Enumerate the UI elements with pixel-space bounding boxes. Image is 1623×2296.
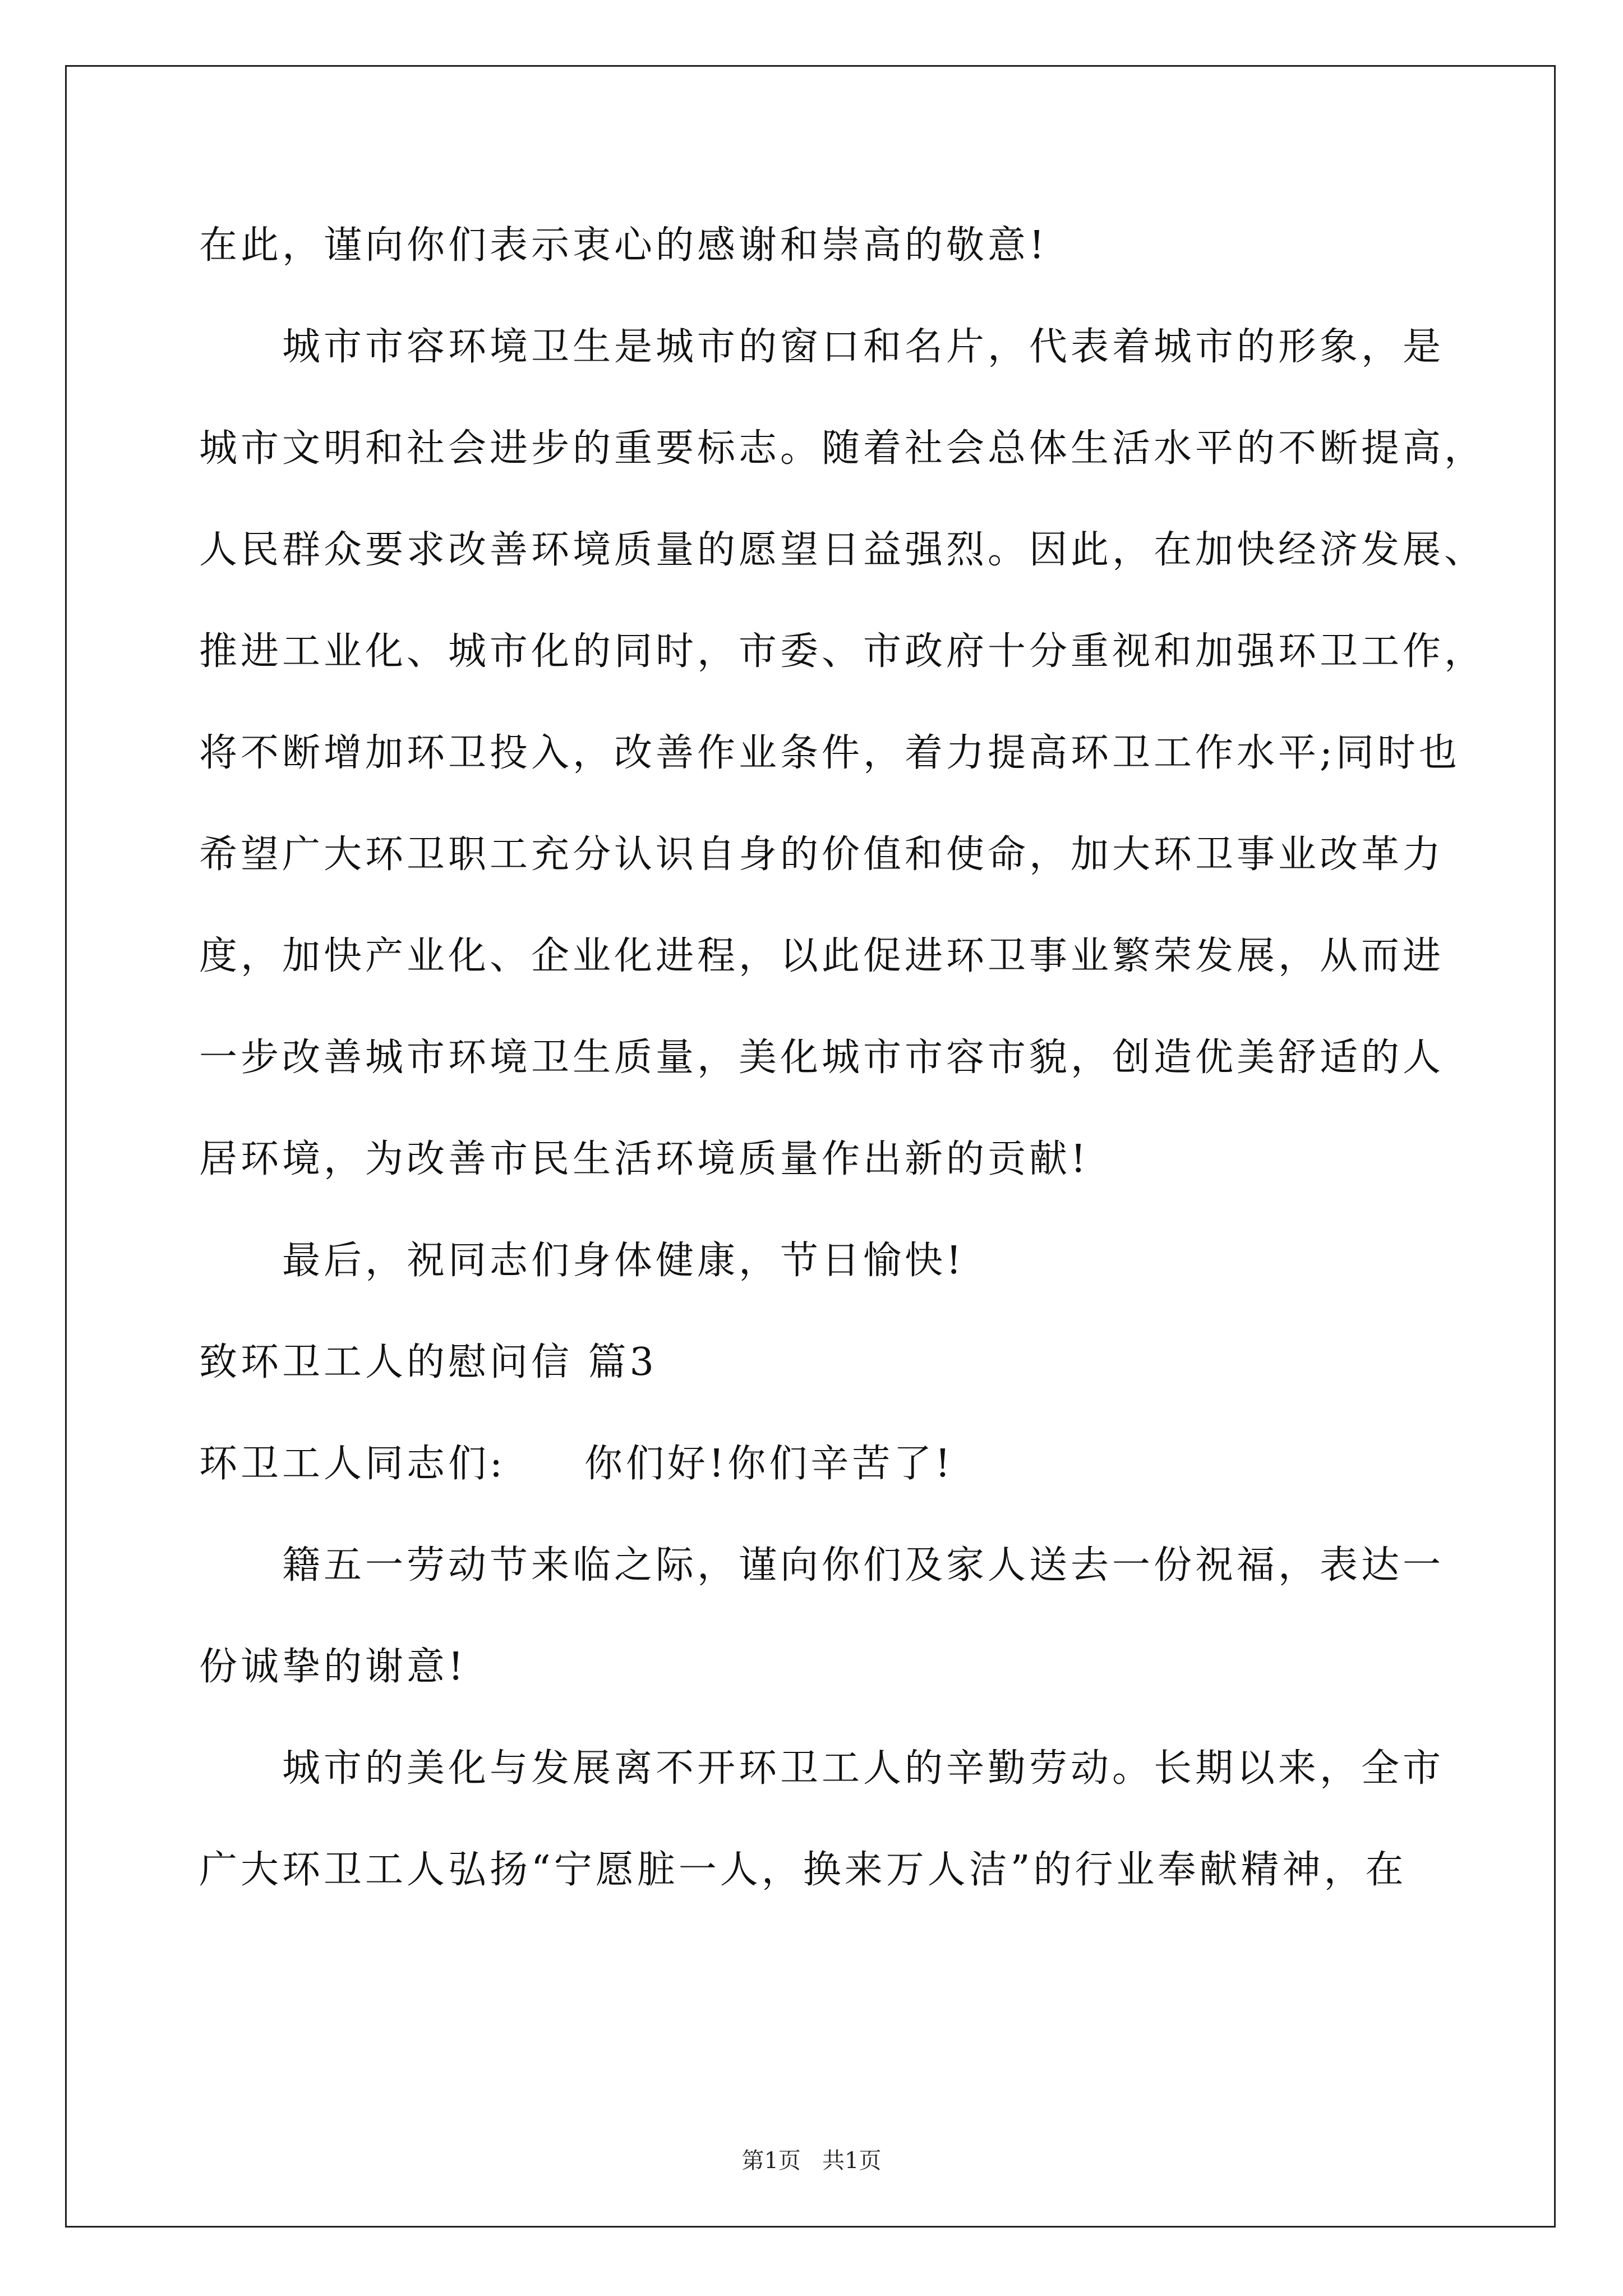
paragraph-line: 籍五一劳动节来临之际，谨向你们及家人送去一份祝福，表达一: [282, 1543, 1445, 1588]
text-line: 在此，谨向你们表示衷心的感谢和崇高的敬意!: [199, 223, 1048, 268]
text-line: 度，加快产业化、企业化进程，以此促进环卫事业繁荣发展，从而进: [199, 934, 1445, 978]
text-line: 居环境，为改善市民生活环境质量作出新的贡献!: [199, 1137, 1090, 1181]
text-line: 人民群众要求改善环境质量的愿望日益强烈。因此，在加快经济发展、: [199, 528, 1486, 572]
paragraph-line: 城市市容环境卫生是城市的窗口和名片，代表着城市的形象，是: [282, 325, 1445, 369]
text-line: 希望广大环卫职工充分认识自身的价值和使命，加大环卫事业改革力: [199, 832, 1445, 877]
text-line: 推进工业化、城市化的同时，市委、市政府十分重视和加强环卫工作，: [199, 629, 1486, 674]
text-line: 份诚挚的谢意!: [199, 1645, 467, 1689]
paragraph-line: 城市的美化与发展离不开环卫工人的辛勤劳动。长期以来，全市: [282, 1746, 1445, 1791]
salutation-line: [199, 1436, 954, 1492]
text-line: 一步改善城市环境卫生质量，美化城市市容市貌，创造优美舒适的人: [199, 1036, 1445, 1080]
section-heading: 致环卫工人的慰问信 篇3: [199, 1340, 657, 1384]
salutation: 环卫工人同志们:: [199, 1442, 506, 1486]
text-line: 广大环卫工人弘扬“宁愿脏一人，换来万人洁”的行业奉献精神，在: [199, 1848, 1407, 1892]
page-footer: 第1页 共1页: [741, 2148, 882, 2174]
greeting: 你们好!你们辛苦了!: [584, 1442, 954, 1486]
text-line: 将不断增加环卫投入，改善作业条件，着力提高环卫工作水平;同时也: [199, 731, 1460, 775]
closing-line: 最后，祝同志们身体健康，节日愉快!: [282, 1239, 965, 1283]
text-line: 城市文明和社会进步的重要标志。随着社会总体生活水平的不断提高，: [199, 426, 1486, 471]
